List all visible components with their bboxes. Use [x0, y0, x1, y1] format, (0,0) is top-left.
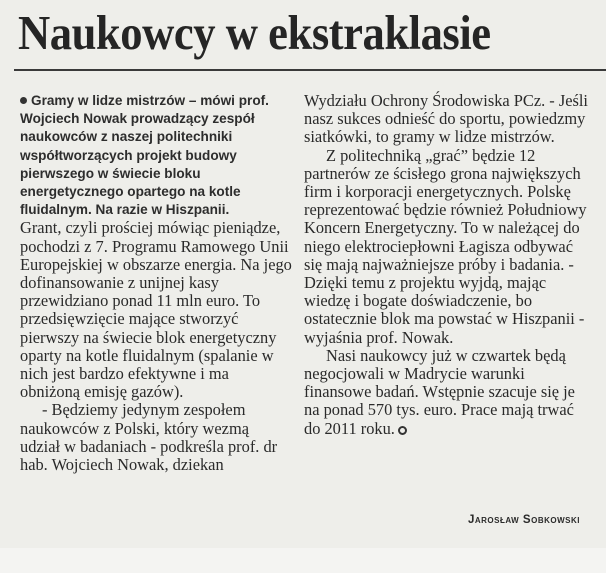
article-headline: Naukowcy w ekstraklasie	[18, 5, 491, 60]
lead-text: Gramy w lidze mistrzów – mówi prof. Wojciech Nowak prowadzący zespół naukowców z naszej politechniki współtworzących projekt budowy pierwszego w świecie bloku energetycznego opartego na kotle fluidalnym. Na razie w Hiszpanii.	[20, 93, 269, 218]
body-paragraph: - Będziemy jedynym zespołem naukowców z Polski, który wezmą udział w badaniach - podkreśla prof. dr hab. Wojciech Nowak, dziekan	[20, 400, 278, 475]
column-right	[304, 92, 590, 438]
body-paragraph: Z politechniką „grać” będzie 12 partnerów ze ścisłego grona największych firm i korporacji energetycznych. Polskę reprezentować będzie również Południowy Koncern Energetyczny. To w należącej do niego elektrociepłowni Łagisza odbywać się mają najważniejsze próby i badania. - Dzięki temu z projektu wyjdą, mając wiedzę i bogate doświadczenie, bo ostatecznie blok ma powstać w Hiszpanii - wyjaśnia prof. Nowak.	[304, 145, 587, 347]
bullet-icon	[20, 97, 27, 104]
body-paragraph: Wydziału Ochrony Środowiska PCz. - Jeśli nasz sukces odnieść do sportu, powiedzmy siatkówki, to gramy w lidze mistrzów.	[304, 91, 588, 147]
final-paragraph-text: Nasi naukowcy już w czwartek będą negocjowali w Madrycie warunki finansowe badań. Wstępnie szacuje się je na ponad 570 tys. euro. Prace mają trwać do 2011 roku.	[304, 345, 575, 438]
headline-rule	[14, 69, 606, 71]
page-margin	[0, 548, 606, 573]
end-mark-icon	[398, 426, 407, 435]
body-paragraph-final	[304, 347, 590, 438]
article-lead	[20, 92, 293, 219]
author-byline: Jarosław Sobkowski	[467, 514, 580, 526]
body-paragraph: Grant, czyli prościej mówiąc pieniądze, pochodzi z 7. Programu Ramowego Unii Europejskiej w obszarze energia. Na jego dofinansowanie z unijnej kasy przewidziano ponad 11 mln euro. To przedsięwzięcie mające stworzyć pierwszy na świecie blok energetyczny oparty na kotle fluidalnym (spalanie w nich jest bardzo efektywne i ma obniżoną emisję gazów).	[20, 218, 292, 402]
column-left	[20, 92, 293, 474]
